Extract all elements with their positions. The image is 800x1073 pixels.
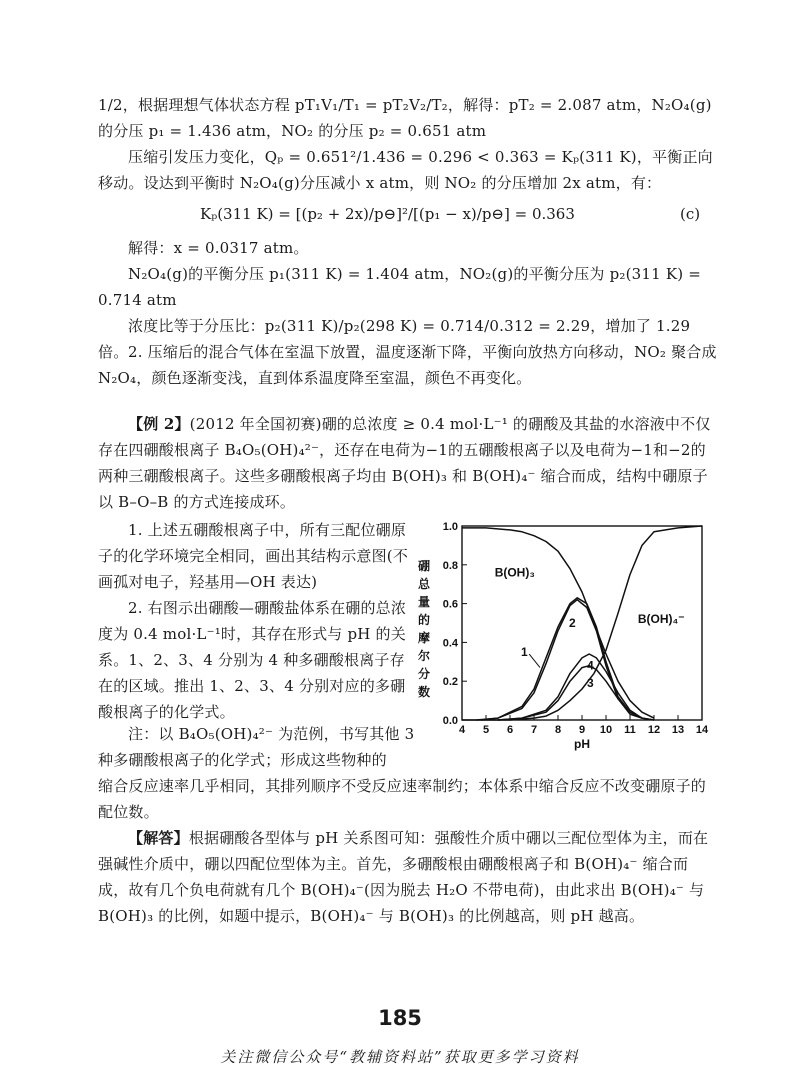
- y-tick-label: 0.6: [442, 598, 458, 611]
- example-text: (2012 年全国初赛)硼的总浓度 ≥ 0.4 mol·L⁻¹ 的硼酸及其盐的水溶液中不仅存在四硼酸根离子 B₄O₅(OH)₄²⁻，还存在电荷为−1的五硼酸根离子以及电荷为−1和−2的两种三硼酸根离子。这些多硼酸根离子均由 B(OH)₃ 和 B(OH)₄⁻ 缩合而成，结构中硼原子以 B–O–B 的方式连接成环。: [98, 415, 711, 511]
- y-axis-label: 硼总量的摩尔分数: [418, 559, 431, 699]
- x-tick-label: 11: [624, 724, 636, 736]
- series-curve-3: [481, 600, 642, 720]
- label-series-1-pointer: [529, 654, 540, 668]
- chart-annotations: [495, 565, 685, 690]
- question-2: 2. 右图示出硼酸—硼酸盐体系在硼的总浓度为 0.4 mol·L⁻¹时，其存在形式与 pH 的关系。1、2、3、4 分别为 4 种多硼酸根离子存在的区域。推出 1、2、3、4 分别对应的多硼酸根离子的化学式。: [98, 599, 407, 721]
- paragraph-6: 2. 压缩后的混合气体在室温下放置，温度逐渐下降，平衡向放热方向移动，NO₂ 聚合成 N₂O₄，颜色逐渐变浅，直到体系温度降至室温，颜色不再变化。: [98, 343, 717, 387]
- paragraph-2: 压缩引发压力变化，Qₚ = 0.651²/1.436 = 0.296 < 0.363 = Kₚ(311 K)，平衡正向移动。设达到平衡时 N₂O₄(g)分压减小 x atm，则 NO₂ 的分压增加 2x atm，有：: [98, 148, 713, 192]
- note-first-part: 注：以 B₄O₅(OH)₄²⁻ 为范例，书写其他 3 种多硼酸根离子的化学式；形成这些物种的: [98, 725, 415, 769]
- y-tick-label: 1.0: [442, 521, 458, 533]
- series-curve-1: [462, 528, 654, 718]
- label-series-4: 4: [587, 658, 594, 673]
- y-tick-label: 0.0: [442, 715, 458, 727]
- paragraph-1: 1/2，根据理想气体状态方程 pT₁V₁/T₁ = pT₂V₂/T₂，解得：pT₂ = 2.087 atm，N₂O₄(g)的分压 p₁ = 1.436 atm，NO₂ 的分压 p₂ = 0.651 atm: [98, 96, 712, 140]
- borate-speciation-chart: [412, 516, 724, 752]
- x-axis-label: pH: [574, 737, 590, 751]
- page-number: 185: [378, 1006, 422, 1030]
- paragraph-4: N₂O₄(g)的平衡分压 p₁(311 K) = 1.404 atm，NO₂(g)的平衡分压为 p₂(311 K) = 0.714 atm: [98, 265, 702, 309]
- answer-label: 【解答】: [128, 829, 189, 847]
- y-tick-label: 0.2: [442, 676, 458, 689]
- x-tick-label: 6: [506, 724, 514, 736]
- chart-axes: [418, 521, 709, 751]
- label-boh3: B(OH)₃: [494, 565, 535, 580]
- equation-c: Kₚ(311 K) = [(p₂ + 2x)/p⊖]²/[(p₁ − x)/p⊖] = 0.363: [200, 205, 575, 223]
- label-series-1: 1: [521, 644, 528, 659]
- note-second-part: 缩合反应速率几乎相同，其排列顺序不受反应速率制约；本体系中缩合反应不改变硼原子的配位数。: [98, 777, 707, 821]
- x-tick-label: 5: [482, 724, 490, 736]
- label-series-2: 2: [569, 615, 576, 630]
- example-label: 【例 2】: [128, 415, 190, 433]
- label-series-3: 3: [587, 676, 594, 691]
- series-curve-4: [498, 654, 654, 720]
- paragraph-3: 解得：x = 0.0317 atm。: [128, 239, 309, 257]
- x-tick-label: 7: [530, 724, 538, 736]
- example-2: [98, 411, 718, 515]
- x-tick-label: 9: [578, 724, 586, 736]
- x-tick-label: 12: [647, 724, 661, 736]
- footer-note: 关注微信公众号“教辅资料站”获取更多学习资料: [220, 1048, 580, 1066]
- paragraph-5: 浓度比等于分压比：p₂(311 K)/p₂(298 K) = 0.714/0.312 = 2.29，增加了 1.29 倍。: [98, 317, 691, 361]
- label-boh4: B(OH)₄⁻: [637, 612, 685, 626]
- series-curve-5: [498, 666, 654, 720]
- question-1: 1. 上述五硼酸根离子中，所有三配位硼原子的化学环境完全相同，画出其结构示意图(不画孤对电子，羟基用—OH 表达): [98, 521, 409, 591]
- answer: [98, 825, 718, 929]
- y-tick-label: 0.4: [442, 637, 458, 650]
- x-tick-label: 10: [599, 724, 613, 736]
- x-tick-label: 13: [671, 724, 685, 736]
- x-tick-label: 8: [554, 724, 562, 736]
- equation-tag: (c): [680, 205, 701, 223]
- x-tick-label: 4: [458, 724, 466, 736]
- x-tick-label: 14: [695, 724, 709, 736]
- y-tick-label: 0.8: [442, 559, 458, 572]
- answer-text: 根据硼酸各型体与 pH 关系图可知：强酸性介质中硼以三配位型体为主，而在强碱性介质中，硼以四配位型体为主。首先，多硼酸根由硼酸根离子和 B(OH)₄⁻ 缩合而成，故有几个负电荷就有几个 B(OH)₄⁻(因为脱去 H₂O 不带电荷)，由此求出 B(OH)₄⁻ 与 B(OH)₃ 的比例，如题中提示，B(OH)₄⁻ 与 B(OH)₃ 的比例越高，则 pH 越高。: [98, 829, 709, 925]
